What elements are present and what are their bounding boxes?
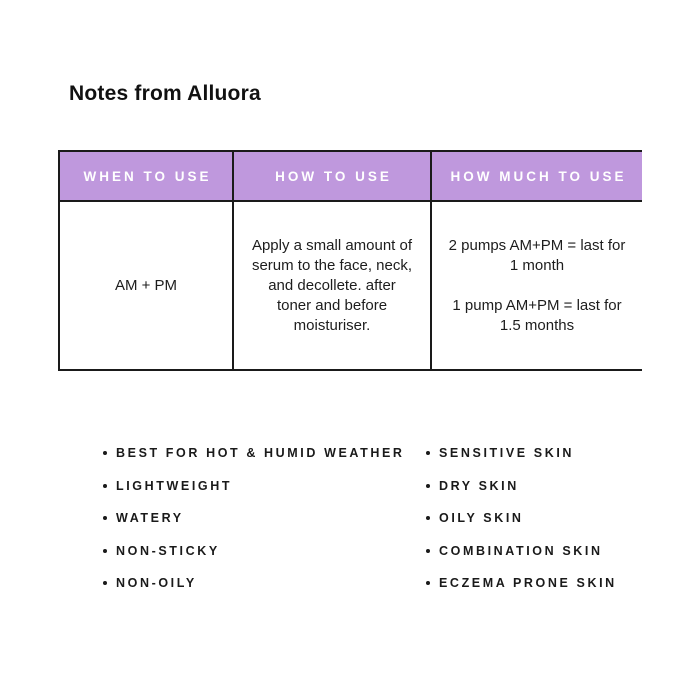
table-header-when-to-use: WHEN TO USE [60, 152, 234, 202]
list-item [103, 470, 423, 503]
bullet-dot-icon [426, 516, 430, 520]
benefit-label: WATERY [116, 511, 184, 526]
table-cell-how-to-use [234, 202, 432, 369]
skin-type-label: SENSITIVE SKIN [439, 446, 575, 461]
bullet-dot-icon [426, 581, 430, 585]
bullet-dot-icon [426, 451, 430, 455]
table-cell-how-much-to-use [432, 202, 642, 369]
list-item [426, 470, 656, 503]
table-header-how-to-use: HOW TO USE [234, 152, 432, 202]
benefit-label: BEST FOR HOT & HUMID WEATHER [116, 446, 405, 461]
bullet-dot-icon [103, 581, 107, 585]
benefit-label: NON-OILY [116, 576, 197, 591]
bullet-dot-icon [103, 549, 107, 553]
list-item [103, 535, 423, 568]
bullet-dot-icon [103, 484, 107, 488]
usage-table [58, 150, 642, 371]
benefit-label: LIGHTWEIGHT [116, 478, 233, 493]
list-item [103, 437, 423, 470]
skin-type-label: OILY SKIN [439, 511, 524, 526]
table-header-how-much-to-use: HOW MUCH TO USE [432, 152, 642, 202]
how-much-line-2: 1 pump AM+PM = last for 1.5 months [452, 296, 622, 334]
skin-type-label: ECZEMA PRONE SKIN [439, 576, 617, 591]
bullet-dot-icon [103, 451, 107, 455]
bullet-dot-icon [426, 484, 430, 488]
benefits-list [103, 437, 423, 600]
bullet-dot-icon [103, 516, 107, 520]
page-title: Notes from Alluora [69, 82, 261, 106]
table-cell-when-to-use [60, 202, 234, 369]
how-to-use-value: Apply a small amount of serum to the face, neck, and decollete. after toner and before moisturiser. [251, 236, 413, 334]
list-item [426, 437, 656, 470]
list-item [103, 502, 423, 535]
bullet-dot-icon [426, 549, 430, 553]
benefit-label: NON-STICKY [116, 543, 220, 558]
list-item [103, 567, 423, 600]
list-item [426, 502, 656, 535]
when-to-use-value: AM + PM [114, 276, 178, 294]
list-item [426, 567, 656, 600]
list-item [426, 535, 656, 568]
skin-type-label: DRY SKIN [439, 478, 519, 493]
how-much-line-1: 2 pumps AM+PM = last for 1 month [448, 236, 626, 274]
skin-types-list [426, 437, 656, 600]
skin-type-label: COMBINATION SKIN [439, 543, 603, 558]
